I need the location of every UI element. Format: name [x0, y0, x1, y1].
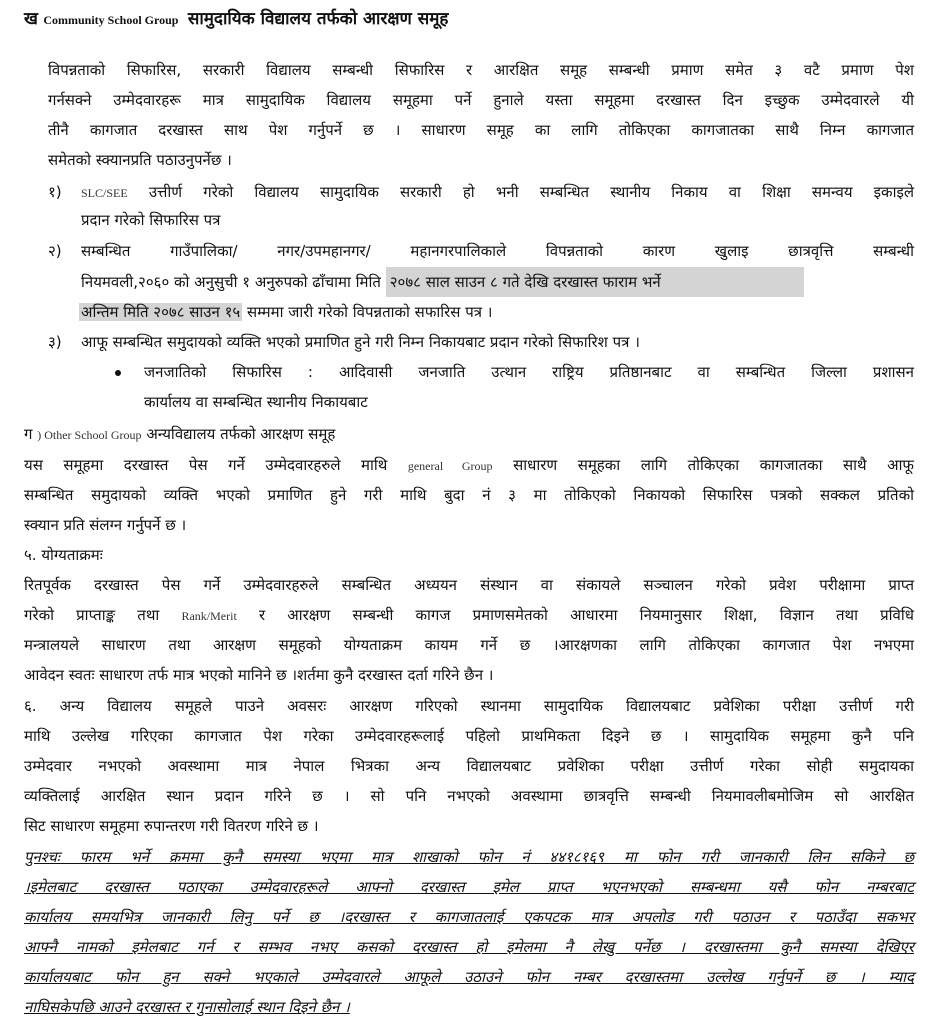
ga-text: साधारण समूहका लागि तोकिएका कागजातका साथै आफू [513, 456, 914, 474]
bullet-line-1: जनजातिको सिफारिस : आदिवासी जनजाति उत्थान राष्ट्रिय प्रतिष्ठानबाट वा सम्बन्धित जिल्ला प्रशासन [144, 363, 914, 381]
section-kha-marker: ख [24, 9, 38, 29]
section-ga-title: अन्यविद्यालय तर्फको आरक्षण समूह [146, 425, 336, 443]
section-ga-line-2: सम्बन्धित समुदायको व्यक्ति भएको प्रमाणित हुने गरी माथि बुदा नं ३ मा तोकिएको निकायको सिफारिस पत्रको सक्कल प्रतिको [24, 486, 914, 504]
intro-line: विपन्नताको सिफारिस, सरकारी विद्यालय सम्बन्धी सिफारिस र आरक्षित समूह सम्बन्धी प्रमाण समेत ३ वटै प्रमाण पेश [48, 61, 914, 79]
item-2-plain-text: नियमवली,२०६० को अनुसुची १ अनुरुपको ढाँचामा मिति [81, 273, 381, 291]
item-1-line-1 [81, 177, 914, 208]
section-ga-heading [24, 419, 335, 450]
section-6-line: उम्मेदवार नभएको अवस्थामा मात्र नेपाल भित्रका अन्य विद्यालयबाट प्रवेशिका परीक्षा उत्तीर्ण गरेका सोही समुदायका [24, 757, 914, 775]
intro-line: तीनै कागजात दरखास्त साथ पेश गर्नुपर्ने छ । साधारण समूह का लागि तोकिएका कागजातका साथै निम्न कागजात [48, 121, 914, 139]
section-5-heading: ५. योग्यताक्रमः [24, 546, 103, 564]
postscript-line: कार्यालय समयभित्र जानकारी लिनु पर्ने छ ।दरखास्त र कागजातलाई एकपटक मात्र अपलोड गरी पठाउन र पठाउँदा सकभर [24, 908, 914, 926]
item-2-line-2 [81, 267, 804, 297]
slc-see-label: SLC/SEE [81, 186, 128, 200]
section-6-line: सिट साधारण समूहमा रुपान्तरण गरी वितरण गरिने छ । [24, 817, 319, 835]
bullet-point [115, 370, 121, 376]
item-2-tail-text: सम्ममा जारी गरेको विपन्नताको सफारिस पत्र । [247, 303, 493, 321]
s5-text: गरेको प्राप्ताङ्क तथा [24, 606, 160, 624]
section-ga-line-1 [24, 450, 914, 481]
postscript-line: पुनश्चः फारम भर्ने क्रममा कुनै समस्या भएमा मात्र शाखाको फोन नं ४४१८१६९ मा फोन गरी जानकारी लिन सकिने छ [24, 848, 914, 866]
general-group-label: general Group [407, 459, 493, 473]
section-ga-marker: ग [24, 425, 33, 443]
intro-line: समेतको स्क्यानप्रति पठाउनुपर्नेछ । [48, 151, 232, 169]
section-5-line: रितपूर्वक दरखास्त पेस गर्ने उम्मेदवारहरुले सम्बन्धित अध्ययन संस्थान वा संकायले सञ्चालन गरेको प्रवेश परीक्षामा प्राप्त [24, 576, 914, 594]
item-number: ३) [48, 333, 62, 351]
section-ga-en-label: ) Other School Group [37, 428, 142, 442]
highlighted-date-range: २०७८ साल साउन ८ गते देखि दरखास्त फाराम भर्ने [386, 267, 804, 297]
rank-merit-label: Rank/Merit [181, 609, 237, 623]
section-kha-title: सामुदायिक विद्यालय तर्फको आरक्षण समूह [187, 9, 449, 29]
postscript-line: आफ्नै नामको इमेलबाट गर्न र सम्भव नभए कसको दरखास्त हो इमेलमा नै लेखु पर्नेछ । दरखास्तमा कुनै समस्या देखिएर [24, 938, 914, 956]
item-3-line-1: आफू सम्बन्धित समुदायको व्यक्ति भएको प्रमाणित हुने गरी निम्न निकायबाट प्रदान गरेको सिफारिश पत्र । [81, 333, 640, 351]
section-6-line: ६. अन्य विद्यालय समूहले पाउने अवसरः आरक्षण गरिएको स्थानमा सामुदायिक विद्यालयबाट प्रवेशिका परीक्षा उत्तीर्ण गरी [24, 697, 914, 715]
item-1-line-2: प्रदान गरेको सिफारिस पत्र [81, 211, 221, 229]
section-6-line: व्यक्तिलाई आरक्षित स्थान प्रदान गरिने छ । सो पनि नभएको अवस्थामा छात्रवृत्ति सम्बन्धी नियमावलीबमोजिम सो आरक्षित [24, 787, 914, 805]
section-5-line: आवेदन स्वतः साधारण तर्फ मात्र भएको मानिने छ ।शर्तमा कुनै दरखास्त दर्ता गरिने छैन । [24, 666, 494, 684]
section-kha-en-label: Community School Group [43, 13, 179, 27]
bullet-line-2: कार्यालय वा सम्बन्धित स्थानीय निकायबाट [144, 393, 368, 411]
item-number: २) [48, 242, 62, 260]
section-kha-heading [24, 4, 448, 35]
intro-line: गर्नसक्ने उम्मेदवारहरू मात्र सामुदायिक विद्यालय समूहमा पर्ने हुनाले यस्ता समूहमा दरखास्त दिन इच्छुक उम्मेदवारले यी [48, 91, 914, 109]
section-5-line [24, 600, 914, 631]
ga-text: यस समूहमा दरखास्त पेस गर्ने उम्मेदवारहरुले माथि [24, 456, 388, 474]
item-2-line-3 [79, 297, 492, 327]
item-number: १) [48, 183, 62, 201]
highlighted-deadline: अन्तिम मिति २०७८ साउन १५ [81, 303, 241, 321]
postscript-line: नाघिसकेपछि आउने दरखास्त र गुनासोलाई स्थान दिइने छैन । [24, 998, 350, 1016]
section-6-line: माथि उल्लेख गरिएका कागजात पेश गरेका उम्मेदवारहरूलाई पहिलो प्राथमिकता दिइने छ । सामुदायिक समूहमा कुनै पनि [24, 727, 914, 745]
postscript-line: ।इमेलबाट दरखास्त पठाएका उम्मेदवारहरूले आफ्नो दरखास्त इमेल प्राप्त भएनभएको सम्बन्धमा यसै फोन नम्बरबाट [24, 878, 914, 896]
item-2-line-1: सम्बन्धित गाउँपालिका/ नगर/उपमहानगर/ महानगरपालिकाले विपन्नताको कारण खुलाइ छात्रवृत्ति सम्बन्धी [81, 242, 914, 260]
section-ga-line-3: स्क्यान प्रति संलग्न गर्नुपर्ने छ । [24, 516, 187, 534]
postscript-line: कार्यालयबाट फोन हुन सक्ने भएकाले उम्मेदवारले आफूले उठाउने फोन नम्बर दरखास्तमा उल्लेख गर्नुपर्ने छ । म्याद [24, 968, 914, 986]
section-5-line: मन्त्रालयले साधारण तथा आरक्षण समूहको योग्यताक्रम कायम गर्ने छ ।आरक्षणका लागि तोकिएका कागजात पेश नभएमा [24, 636, 914, 654]
item-1-text: उत्तीर्ण गरेको विद्यालय सामुदायिक सरकारी हो भनी सम्बन्धित स्थानीय निकाय वा शिक्षा समन्वय इकाइले [148, 183, 914, 201]
s5-text: र आरक्षण सम्बन्धी कागज प्रमाणसमेतको आधारमा नियमानुसार शिक्षा, विज्ञान तथा प्रविधि [258, 606, 914, 624]
